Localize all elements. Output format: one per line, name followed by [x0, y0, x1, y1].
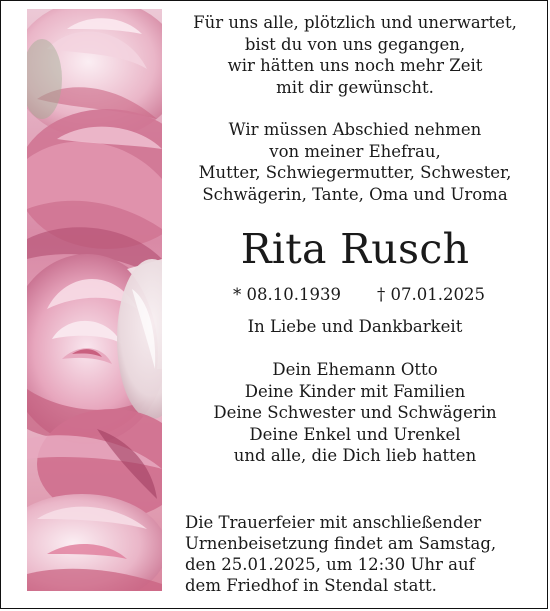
- mourner-line: und alle, die Dich lieb hatten: [233, 446, 477, 465]
- deceased-name: Rita Rusch: [240, 225, 470, 273]
- farewell-text: [185, 119, 525, 205]
- mourner-line: Deine Schwester und Schwägerin: [213, 403, 497, 422]
- farewell-line: Mutter, Schwiegermutter, Schwester,: [198, 163, 512, 182]
- funeral-line: den 25.01.2025, um 12:30 Uhr auf: [185, 555, 475, 574]
- verse: [185, 12, 525, 98]
- verse-line: mit dir gewünscht.: [276, 77, 434, 97]
- death-date: † 07.01.2025: [377, 285, 485, 304]
- funeral-line: Die Trauerfeier mit anschließender: [185, 513, 482, 532]
- farewell-line: Wir müssen Abschied nehmen: [228, 120, 482, 139]
- verse-line: wir hätten uns noch mehr Zeit: [227, 56, 483, 75]
- verse-line: bist du von uns gegangen,: [244, 34, 466, 54]
- mourner-line: Deine Kinder mit Familien: [244, 381, 466, 401]
- pink-roses-photo-icon: [27, 9, 162, 591]
- mourner-line: Deine Enkel und Urenkel: [249, 424, 461, 444]
- verse-line: Für uns alle, plötzlich und unerwartet,: [193, 13, 517, 32]
- farewell-line: Schwägerin, Tante, Oma und Uroma: [202, 184, 508, 204]
- funeral-notice: [185, 512, 530, 596]
- mourners-list: [185, 359, 525, 467]
- farewell-line: von meiner Ehefrau,: [269, 141, 441, 161]
- funeral-line: Urnenbeisetzung findet am Samstag,: [185, 534, 497, 553]
- gratitude-line: In Liebe und Dankbarkeit: [247, 317, 463, 336]
- birth-date: * 08.10.1939: [233, 285, 341, 304]
- mourner-line: Dein Ehemann Otto: [272, 360, 438, 379]
- funeral-line: dem Friedhof in Stendal statt.: [185, 576, 437, 595]
